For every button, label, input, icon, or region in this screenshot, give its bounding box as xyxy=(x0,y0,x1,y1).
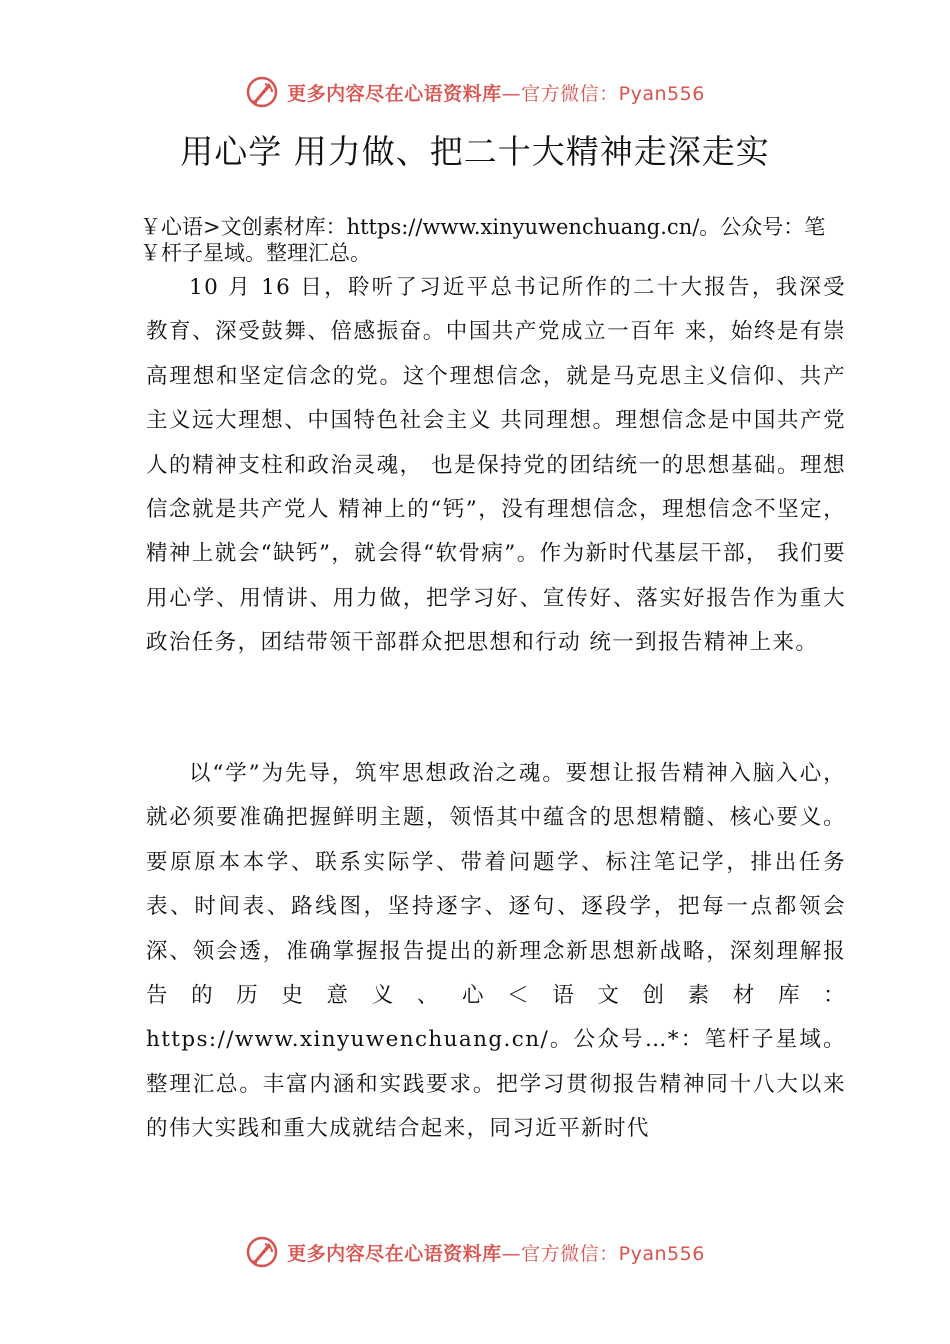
footer-watermark-banner xyxy=(0,1230,950,1274)
banner-bold-text: 更多内容尽在心语资料库 xyxy=(287,82,502,105)
banner-text xyxy=(287,1239,705,1266)
red-quill-logo-icon xyxy=(245,1235,279,1269)
red-quill-logo-icon xyxy=(245,75,279,109)
body-paragraph-2: 以“学”为先导，筑牢思想政治之魂。要想让报告精神入脑入心，就必须要准确把握鲜明主题，领悟其中蕴含的思想精髓、核心要义。要原原本本学、联系实际学、带着问题学、标注笔记学，排出任务表、时间表、路线图，坚持逐字、逐句、逐段学，把每一点都领会深、领会透，准确掌握报告提出的新理念新思想新战略，深刻理解报告的历史意义、心＜语文创素材库：https://www.xinyuwenchuang.cn/。公众号…*：笔杆子星域。整理汇总。丰富内涵和实践要求。把学习贯彻报告精神同十八大以来的伟大实践和重大成就结合起来，同习近平新时代 xyxy=(146,761,846,1142)
document-title: 用心学 用力做、把二十大精神走深走实 xyxy=(180,132,770,171)
header-watermark-banner xyxy=(0,70,950,114)
banner-bold-text: 更多内容尽在心语资料库 xyxy=(287,1242,502,1265)
source-line: ￥心语>文创素材库：https://www.xinyuwenchuang.cn/。公众号：笔￥杆子星域。整理汇总。 xyxy=(140,215,826,265)
body-paragraph-1: 10 月 16 日，聆听了习近平总书记所作的二十大报告，我深受教育、深受鼓舞、倍感振奋。中国共产党成立一百年 来，始终是有崇高理想和坚定信念的党。这个理想信念，就是马克思主义信仰、共产主义远大理想、中国特色社会主义 共同理想。理想信念是中国共产党人的精神支柱和政治灵魂， 也是保持党的团结统一的思想基础。理想信念就是共产党人 精神上的“钙”，没有理想信念，理想信念不坚定，精神上就会“缺钙”，就会得“软骨病”。作为新时代基层干部， 我们要用心学、用情讲、用力做，把学习好、宣传好、落实好报告作为重大政治任务，团结带领干部群众把思想和行动 统一到报告精神上来。 xyxy=(146,275,846,656)
banner-text xyxy=(287,79,705,106)
banner-plain-text: —官方微信：Pyan556 xyxy=(501,1242,705,1265)
banner-plain-text: —官方微信：Pyan556 xyxy=(501,82,705,105)
